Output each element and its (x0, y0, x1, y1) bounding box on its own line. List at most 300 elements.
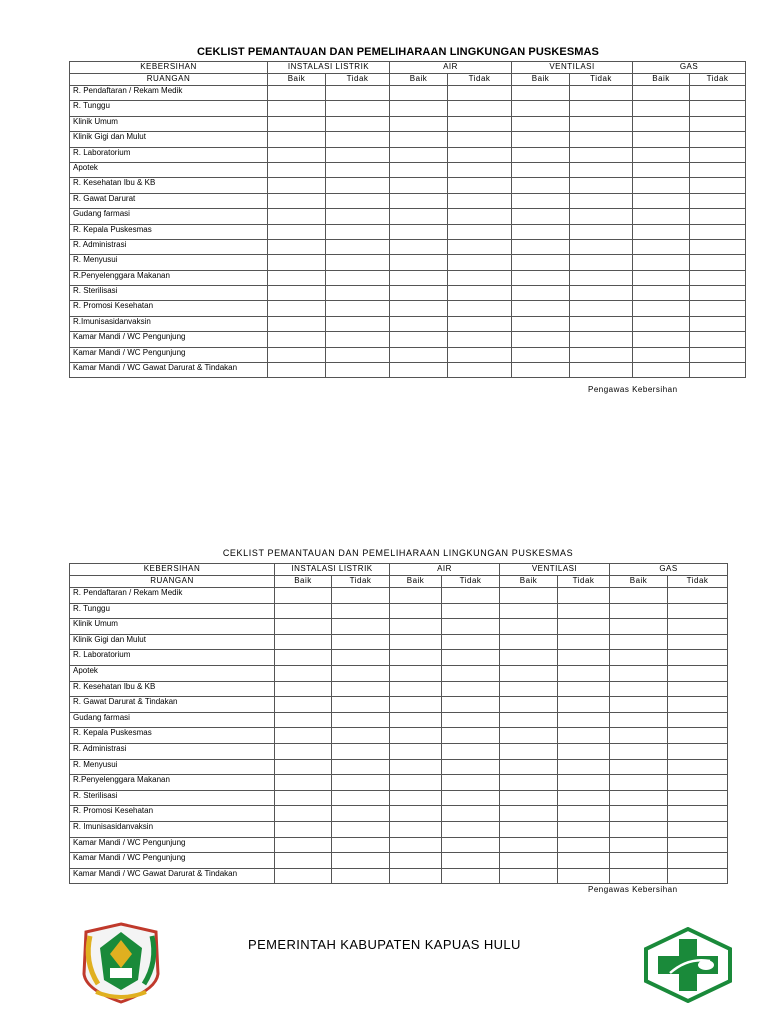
table-row (70, 255, 746, 270)
room-name: R. Promosi Kesehatan (70, 301, 268, 316)
check-cell (690, 162, 746, 177)
check-cell (448, 301, 512, 316)
check-cell (332, 697, 390, 713)
check-cell (610, 588, 668, 604)
check-cell (390, 162, 448, 177)
check-cell (390, 712, 442, 728)
check-cell (570, 116, 633, 131)
check-cell (570, 301, 633, 316)
table-row (70, 634, 728, 650)
check-cell (275, 775, 332, 791)
table-row (70, 743, 728, 759)
check-cell (558, 790, 610, 806)
check-cell (633, 193, 690, 208)
check-cell (690, 132, 746, 147)
check-cell (442, 759, 500, 775)
table-row (70, 728, 728, 744)
check-cell (442, 665, 500, 681)
check-cell (633, 316, 690, 331)
check-cell (610, 619, 668, 635)
check-cell (390, 316, 448, 331)
group-header-air: AIR (390, 564, 500, 576)
check-cell (390, 86, 448, 101)
check-cell (610, 697, 668, 713)
table-row (70, 363, 746, 378)
check-cell (448, 193, 512, 208)
check-cell (390, 193, 448, 208)
check-cell (500, 619, 558, 635)
check-cell (448, 316, 512, 331)
sub-header-tidak: Tidak (442, 576, 500, 588)
check-cell (690, 147, 746, 162)
check-cell (633, 286, 690, 301)
check-cell (390, 775, 442, 791)
check-cell (268, 316, 326, 331)
check-cell (268, 363, 326, 378)
check-cell (448, 209, 512, 224)
check-cell (500, 821, 558, 837)
check-cell (500, 634, 558, 650)
check-cell (275, 681, 332, 697)
check-cell (326, 132, 390, 147)
check-cell (448, 132, 512, 147)
check-cell (668, 790, 728, 806)
check-cell (512, 316, 570, 331)
check-cell (275, 790, 332, 806)
government-name: PEMERINTAH KABUPATEN KAPUAS HULU (248, 937, 521, 952)
table-row (70, 193, 746, 208)
check-cell (448, 347, 512, 362)
check-cell (633, 255, 690, 270)
check-cell (633, 209, 690, 224)
check-cell (390, 790, 442, 806)
check-cell (558, 619, 610, 635)
check-cell (558, 821, 610, 837)
check-cell (275, 619, 332, 635)
room-name: Kamar Mandi / WC Pengunjung (70, 332, 268, 347)
check-cell (326, 209, 390, 224)
check-cell (448, 116, 512, 131)
sub-header-tidak: Tidak (448, 74, 512, 86)
sub-header-baik: Baik (390, 576, 442, 588)
check-cell (390, 178, 448, 193)
check-cell (690, 193, 746, 208)
check-cell (268, 209, 326, 224)
check-cell (500, 681, 558, 697)
check-cell (690, 270, 746, 285)
check-cell (268, 332, 326, 347)
check-cell (448, 286, 512, 301)
check-cell (275, 650, 332, 666)
table-row (70, 837, 728, 853)
check-cell (570, 209, 633, 224)
check-cell (570, 86, 633, 101)
check-cell (268, 224, 326, 239)
check-cell (668, 853, 728, 869)
room-name: R.Imunisasidanvaksin (70, 316, 268, 331)
check-cell (558, 806, 610, 822)
check-cell (668, 712, 728, 728)
check-cell (610, 790, 668, 806)
check-cell (390, 619, 442, 635)
check-cell (610, 681, 668, 697)
room-name: Kamar Mandi / WC Gawat Darurat & Tindakan (70, 868, 275, 884)
sub-header-baik: Baik (633, 74, 690, 86)
sub-header-baik: Baik (268, 74, 326, 86)
room-header-2: RUANGAN (70, 74, 268, 86)
check-cell (633, 178, 690, 193)
sub-header-baik: Baik (275, 576, 332, 588)
check-cell (390, 224, 448, 239)
room-name: Kamar Mandi / WC Pengunjung (70, 853, 275, 869)
room-name: R. Tunggu (70, 603, 275, 619)
check-cell (610, 650, 668, 666)
check-cell (633, 363, 690, 378)
check-cell (570, 147, 633, 162)
check-cell (610, 712, 668, 728)
check-cell (442, 634, 500, 650)
check-cell (390, 301, 448, 316)
check-cell (390, 806, 442, 822)
check-cell (332, 728, 390, 744)
check-cell (332, 790, 390, 806)
table-row (70, 790, 728, 806)
table-row (70, 270, 746, 285)
check-cell (448, 363, 512, 378)
check-cell (326, 286, 390, 301)
check-cell (690, 286, 746, 301)
check-cell (570, 286, 633, 301)
check-cell (500, 759, 558, 775)
check-cell (390, 853, 442, 869)
room-name: R. Administrasi (70, 239, 268, 254)
check-cell (668, 619, 728, 635)
check-cell (390, 681, 442, 697)
table-row (70, 224, 746, 239)
check-cell (442, 697, 500, 713)
check-cell (500, 868, 558, 884)
check-cell (332, 619, 390, 635)
sub-header-baik: Baik (512, 74, 570, 86)
check-cell (690, 332, 746, 347)
check-cell (570, 101, 633, 116)
check-cell (558, 712, 610, 728)
check-cell (332, 821, 390, 837)
table-row (70, 101, 746, 116)
check-cell (275, 728, 332, 744)
check-cell (326, 239, 390, 254)
check-cell (558, 868, 610, 884)
check-cell (500, 665, 558, 681)
check-cell (512, 270, 570, 285)
table-row (70, 619, 728, 635)
check-cell (512, 332, 570, 347)
check-cell (558, 728, 610, 744)
check-cell (512, 101, 570, 116)
check-cell (690, 224, 746, 239)
check-cell (610, 868, 668, 884)
group-header-gas: GAS (633, 62, 746, 74)
check-cell (570, 332, 633, 347)
check-cell (558, 650, 610, 666)
check-cell (442, 837, 500, 853)
check-cell (668, 759, 728, 775)
check-cell (633, 239, 690, 254)
table-row (70, 853, 728, 869)
check-cell (633, 162, 690, 177)
room-header-1: KEBERSIHAN (70, 62, 268, 74)
check-cell (512, 162, 570, 177)
check-cell (448, 270, 512, 285)
group-header-air: AIR (390, 62, 512, 74)
table-row (70, 86, 746, 101)
check-cell (275, 634, 332, 650)
check-cell (690, 209, 746, 224)
table-row (70, 239, 746, 254)
table-row (70, 347, 746, 362)
room-name: Klinik Gigi dan Mulut (70, 634, 275, 650)
check-cell (442, 821, 500, 837)
check-cell (390, 239, 448, 254)
check-cell (275, 697, 332, 713)
check-cell (668, 681, 728, 697)
check-cell (558, 759, 610, 775)
check-cell (668, 697, 728, 713)
room-name: R. Kesehatan Ibu & KB (70, 681, 275, 697)
check-cell (690, 239, 746, 254)
check-cell (326, 332, 390, 347)
check-cell (512, 363, 570, 378)
check-cell (633, 116, 690, 131)
group-header-gas: GAS (610, 564, 728, 576)
check-cell (610, 775, 668, 791)
kapuas-hulu-emblem-icon (76, 922, 166, 1004)
check-cell (512, 86, 570, 101)
check-cell (633, 86, 690, 101)
check-cell (390, 101, 448, 116)
check-cell (633, 224, 690, 239)
check-cell (633, 332, 690, 347)
check-cell (268, 286, 326, 301)
check-cell (570, 178, 633, 193)
check-cell (448, 162, 512, 177)
check-cell (570, 316, 633, 331)
check-cell (390, 837, 442, 853)
check-cell (500, 650, 558, 666)
room-name: R. Tunggu (70, 101, 268, 116)
check-cell (558, 743, 610, 759)
group-header-listrik: INSTALASI LISTRIK (275, 564, 390, 576)
check-cell (500, 697, 558, 713)
check-cell (326, 316, 390, 331)
check-cell (610, 743, 668, 759)
check-cell (390, 347, 448, 362)
table-row (70, 650, 728, 666)
check-cell (512, 286, 570, 301)
table-row (70, 821, 728, 837)
check-cell (390, 650, 442, 666)
check-cell (570, 270, 633, 285)
check-cell (500, 806, 558, 822)
room-name: R. Sterilisasi (70, 790, 275, 806)
check-cell (570, 132, 633, 147)
check-cell (668, 743, 728, 759)
table-row (70, 162, 746, 177)
sub-header-tidak: Tidak (690, 74, 746, 86)
check-cell (448, 255, 512, 270)
check-cell (512, 116, 570, 131)
check-cell (390, 209, 448, 224)
room-name: Gudang farmasi (70, 712, 275, 728)
check-cell (442, 712, 500, 728)
check-cell (390, 743, 442, 759)
check-cell (570, 193, 633, 208)
check-cell (275, 853, 332, 869)
check-cell (690, 316, 746, 331)
check-cell (512, 147, 570, 162)
room-name: R. Administrasi (70, 743, 275, 759)
check-cell (332, 588, 390, 604)
check-cell (326, 147, 390, 162)
check-cell (275, 759, 332, 775)
table-row (70, 301, 746, 316)
check-cell (690, 347, 746, 362)
check-cell (390, 634, 442, 650)
check-cell (512, 132, 570, 147)
room-name: R. Sterilisasi (70, 286, 268, 301)
room-name: R. Gawat Darurat (70, 193, 268, 208)
check-cell (275, 603, 332, 619)
check-cell (332, 603, 390, 619)
check-cell (275, 806, 332, 822)
check-cell (448, 224, 512, 239)
check-cell (390, 821, 442, 837)
puskesmas-cross-icon (644, 927, 732, 1003)
table1-title: CEKLIST PEMANTAUAN DAN PEMELIHARAAN LINGKUNGAN PUSKESMAS (196, 46, 599, 58)
check-cell (690, 363, 746, 378)
check-cell (268, 86, 326, 101)
table-row (70, 697, 728, 713)
checklist-table-1 (69, 61, 746, 378)
check-cell (326, 255, 390, 270)
check-cell (690, 255, 746, 270)
room-name: R. Kepala Puskesmas (70, 728, 275, 744)
room-name: R. Pendaftaran / Rekam Medik (70, 86, 268, 101)
check-cell (390, 665, 442, 681)
check-cell (448, 86, 512, 101)
check-cell (610, 759, 668, 775)
check-cell (558, 775, 610, 791)
table-row (70, 712, 728, 728)
check-cell (268, 147, 326, 162)
check-cell (558, 837, 610, 853)
check-cell (442, 619, 500, 635)
check-cell (500, 743, 558, 759)
check-cell (332, 775, 390, 791)
check-cell (326, 363, 390, 378)
check-cell (390, 868, 442, 884)
check-cell (326, 193, 390, 208)
check-cell (326, 224, 390, 239)
signature-label-2: Pengawas Kebersihan (588, 885, 678, 894)
check-cell (275, 712, 332, 728)
check-cell (442, 681, 500, 697)
check-cell (610, 806, 668, 822)
table-row (70, 603, 728, 619)
check-cell (448, 239, 512, 254)
check-cell (500, 837, 558, 853)
check-cell (610, 665, 668, 681)
check-cell (500, 853, 558, 869)
check-cell (512, 209, 570, 224)
check-cell (690, 101, 746, 116)
check-cell (500, 775, 558, 791)
check-cell (390, 697, 442, 713)
check-cell (332, 837, 390, 853)
check-cell (332, 743, 390, 759)
check-cell (442, 650, 500, 666)
room-name: R. Imunisasidanvaksin (70, 821, 275, 837)
check-cell (326, 162, 390, 177)
check-cell (326, 347, 390, 362)
table-row (70, 178, 746, 193)
check-cell (390, 332, 448, 347)
room-name: R. Promosi Kesehatan (70, 806, 275, 822)
check-cell (500, 603, 558, 619)
check-cell (326, 86, 390, 101)
check-cell (268, 239, 326, 254)
check-cell (268, 101, 326, 116)
check-cell (512, 239, 570, 254)
check-cell (668, 806, 728, 822)
table-row (70, 316, 746, 331)
checklist-table-2 (69, 563, 728, 884)
check-cell (558, 681, 610, 697)
room-name: Kamar Mandi / WC Gawat Darurat & Tindakan (70, 363, 268, 378)
check-cell (558, 853, 610, 869)
check-cell (442, 743, 500, 759)
check-cell (668, 650, 728, 666)
table-row (70, 588, 728, 604)
group-header-ventilasi: VENTILASI (500, 564, 610, 576)
check-cell (668, 728, 728, 744)
room-name: Gudang farmasi (70, 209, 268, 224)
room-name: R. Gawat Darurat & Tindakan (70, 697, 275, 713)
check-cell (668, 603, 728, 619)
check-cell (690, 86, 746, 101)
check-cell (326, 101, 390, 116)
check-cell (442, 806, 500, 822)
table-row (70, 132, 746, 147)
check-cell (268, 347, 326, 362)
room-name: R. Laboratorium (70, 147, 268, 162)
check-cell (332, 650, 390, 666)
check-cell (570, 239, 633, 254)
group-header-ventilasi: VENTILASI (512, 62, 633, 74)
check-cell (332, 806, 390, 822)
check-cell (268, 270, 326, 285)
check-cell (268, 178, 326, 193)
room-name: R. Laboratorium (70, 650, 275, 666)
check-cell (326, 270, 390, 285)
room-name: Kamar Mandi / WC Pengunjung (70, 837, 275, 853)
check-cell (268, 301, 326, 316)
check-cell (690, 116, 746, 131)
check-cell (442, 775, 500, 791)
room-name: R. Kepala Puskesmas (70, 224, 268, 239)
check-cell (448, 101, 512, 116)
check-cell (668, 588, 728, 604)
